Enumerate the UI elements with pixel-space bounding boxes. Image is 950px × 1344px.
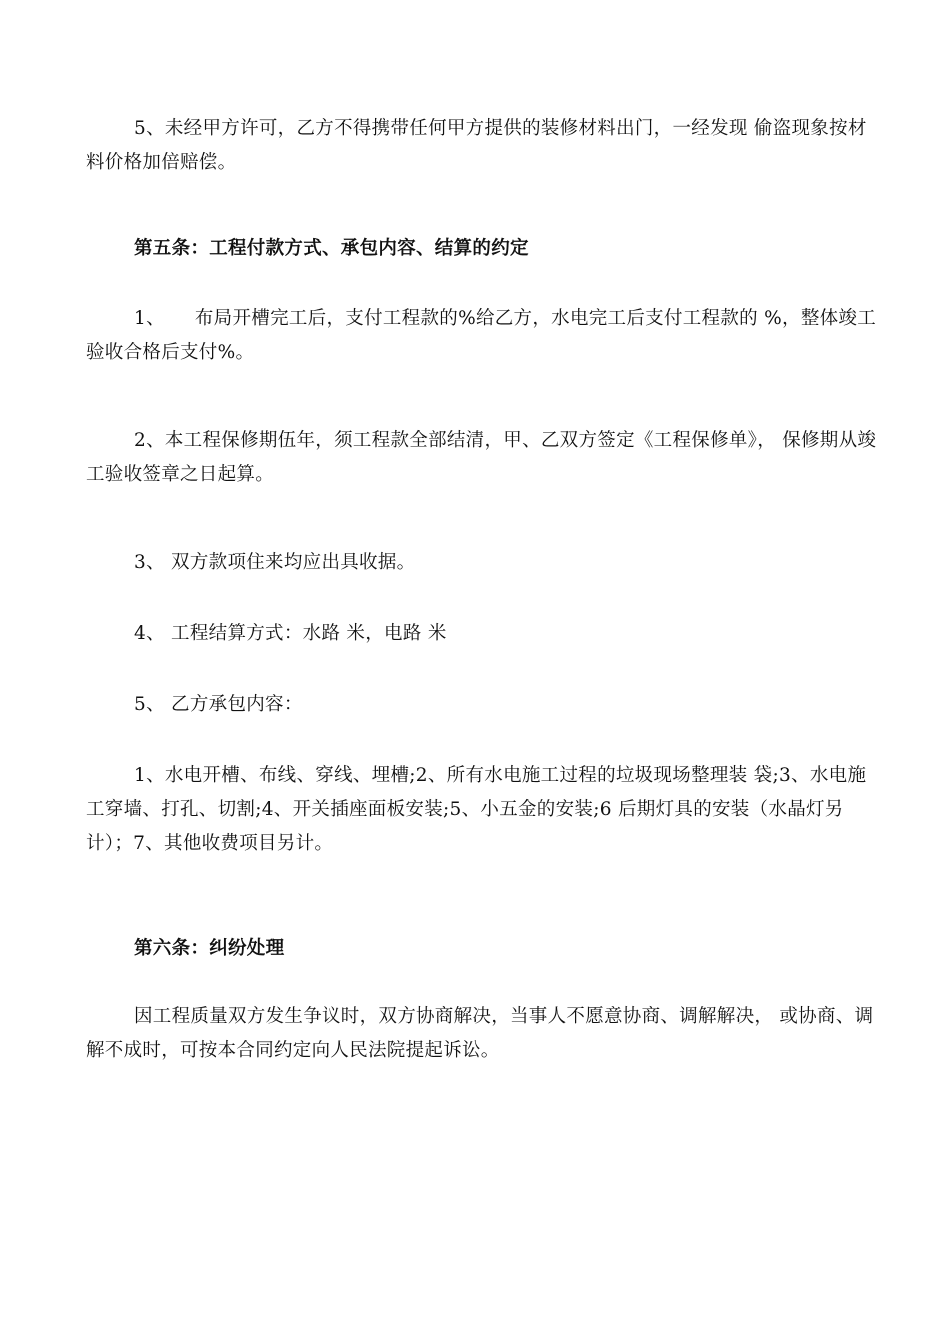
paragraph-receipts: 3、 双方款项住来均应出具收据。 xyxy=(134,552,416,573)
paragraph-item5-materials: 5、未经甲方许可，乙方不得携带任何甲方提供的装修材料出门，一经发现 偷盗现象按材料价格加倍赔偿。 xyxy=(86,118,867,173)
item-number: 1、 xyxy=(134,308,165,329)
paragraph-warranty: 2、本工程保修期伍年，须工程款全部结清，甲、乙双方签定《工程保修单》， 保修期从竣工验收签章之日起算。 xyxy=(86,430,877,485)
paragraph-payment-terms xyxy=(86,302,878,370)
paragraph-scope-heading: 5、 乙方承包内容： xyxy=(134,694,303,715)
paragraph-scope-list: 1、水电开槽、布线、穿线、埋槽;2、所有水电施工过程的垃圾现场整理装 袋;3、水电施工穿墙、打孔、切割;4、开关插座面板安装;5、小五金的安装;6 后期灯具的安装（水晶灯另计）；7、其他收费项目另计。 xyxy=(86,765,867,854)
heading-article-6: 第六条：纠纷处理 xyxy=(134,938,285,959)
paragraph-settlement: 4、 工程结算方式：水路 米，电路 米 xyxy=(134,623,447,644)
payment-terms-text: 布局开槽完工后，支付工程款的%给乙方，水电完工后支付工程款的 %，整体竣工验收合格后支付%。 xyxy=(86,308,877,363)
paragraph-disputes: 因工程质量双方发生争议时，双方协商解决，当事人不愿意协商、调解解决， 或协商、调解不成时，可按本合同约定向人民法院提起诉讼。 xyxy=(86,1006,874,1061)
heading-article-5: 第五条：工程付款方式、承包内容、结算的约定 xyxy=(134,238,529,259)
